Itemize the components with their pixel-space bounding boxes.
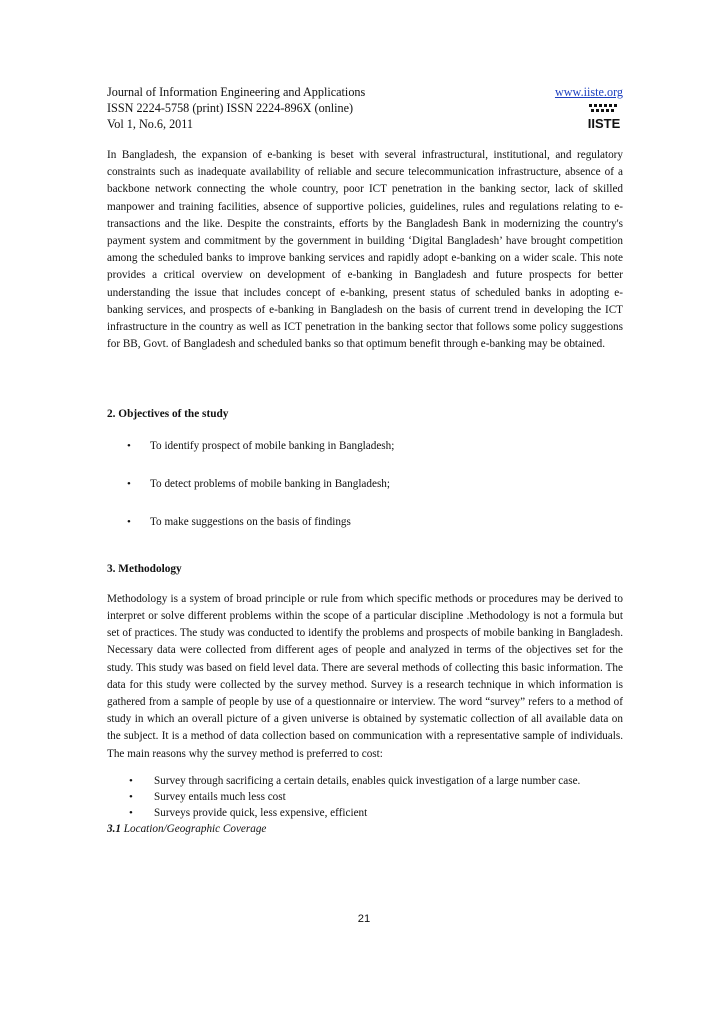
reason-text: Survey through sacrificing a certain details, enables quick investigation of a large number case. [154,774,581,787]
methodology-heading: 3. Methodology [107,562,182,575]
iiste-logo [586,102,622,130]
bullet-icon: • [127,439,131,452]
list-item [107,789,623,805]
bullet-icon: • [127,515,131,528]
bullet-icon: • [129,774,133,787]
subsection-number: 3.1 [107,823,121,836]
page-number: 21 [357,913,371,925]
reasons-list [107,773,623,822]
list-item [107,805,623,821]
website-link[interactable]: www.iiste.org [554,85,623,99]
journal-title: Journal of Information Engineering and Applications [107,85,366,99]
objectives-list [107,438,623,531]
bullet-icon: • [129,807,133,820]
list-item [107,438,623,455]
objective-text: To detect problems of mobile banking in Bangladesh; [150,477,391,490]
list-item [107,476,623,493]
page-header [107,84,623,133]
bullet-icon: • [129,791,133,804]
reason-text: Surveys provide quick, less expensive, efficient [154,807,368,820]
list-item [107,514,623,531]
reason-text: Survey entails much less cost [154,791,286,804]
volume-line: Vol 1, No.6, 2011 [107,117,193,132]
issn-line: ISSN 2224-5758 (print) ISSN 2224-896X (online) [107,101,354,116]
bullet-icon: • [127,477,131,490]
intro-paragraph: In Bangladesh, the expansion of e-banking is beset with several infrastructural, institutional, and regulatory constraints such as inadequate availability of reliable and secure telecommunication infrastructure, absence of a backbone network connecting the whole country, poor ICT penetration in the banking sector, lack of skilled manpower and training facilities, absence of supportive policies, guidelines, rules and regulations relating to e-transactions and the like. Despite the constraints, efforts by the Bangladesh Bank in modernizing the country's payment system and commitment by the government in building ‘Digital Bangladesh’ have brought competition among the scheduled banks to improve banking services and rapidly adopt e-banking on a wider scale. This note provides a critical overview on development of e-banking in Bangladesh and future prospects for better understanding the issue that includes concept of e-banking, present status of scheduled banks in adopting e-banking services, and prospects of e-banking in Bangladesh on the basis of current trend in developing the ICT infrastructure in the country as well as ICT penetration in the banking sector that follows some policy suggestions for BB, Govt. of Bangladesh and scheduled banks so that optimum benefit through e-banking may be obtained. [107,149,623,351]
objective-text: To identify prospect of mobile banking in Bangladesh; [150,439,395,452]
subsection-heading [107,821,623,838]
methodology-paragraph: Methodology is a system of broad principle or rule from which specific methods or procedures may be derived to interpret or solve different problems within the scope of a particular discipline .Methodology is not a formula but set of practices. The study was conducted to identify the problems and prospects of mobile banking in Bangladesh. Necessary data were collected from different ages of people and analyzed in terms of the objectives set for the study. This study was based on field level data. There are several methods of collecting this basic information. The data for this study were collected by the survey method. Survey is a research technique in which information is gathered from a sample of people by use of a questionnaire or interview. The word “survey” refers to a method of study in which an overall picture of a given universe is obtained by systematic collection of all available data on the subject. It is a method of data collection based on communication with a representative sample of individuals. The main reasons why the survey method is preferred to cost: [107,592,623,760]
objectives-heading: 2. Objectives of the study [107,408,229,421]
list-item [107,773,623,789]
objective-text: To make suggestions on the basis of findings [150,515,351,528]
logo-text: IISTE [587,116,621,130]
subsection-title: Location/Geographic Coverage [123,823,267,836]
page-content [107,147,623,839]
